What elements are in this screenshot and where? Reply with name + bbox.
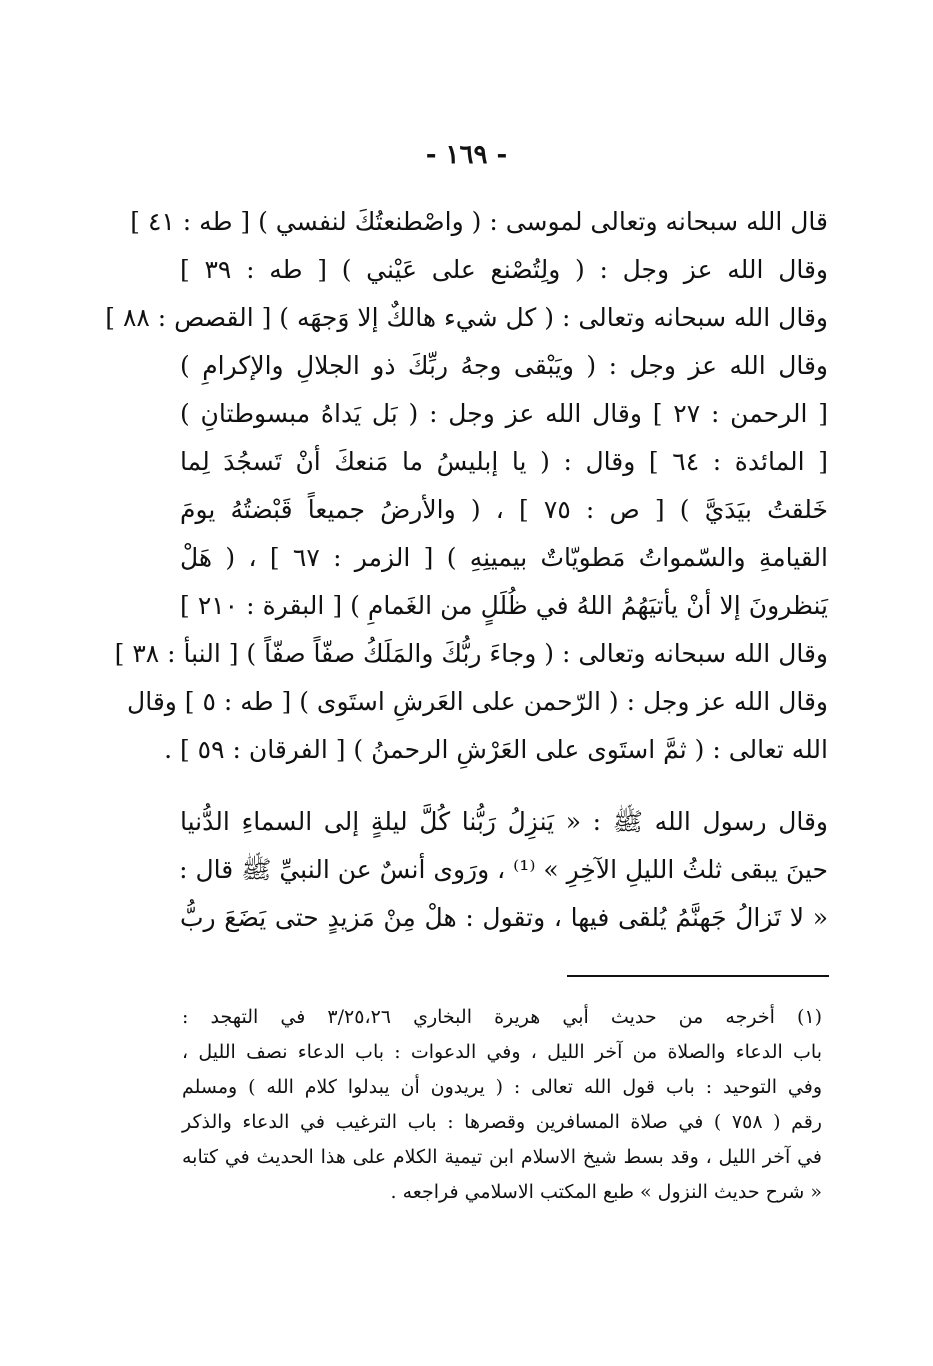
page-number: - ١٦٩ -: [425, 140, 508, 170]
text-line: الله تعالى : ( ثمَّ استَوى على العَرْشِ الرحمنُ ) [ الفرقان : ٥٩ ] .: [164, 735, 828, 764]
text-line: وقال الله عز وجل : ( ولِتُصْنع على عَيْني ) [ طه : ٣٩ ]: [180, 255, 828, 284]
text-line: وقال الله سبحانه وتعالى : ( كل شيء هالكٌ إلا وَجهَه ) [ القصص : ٨٨ ]: [105, 303, 828, 332]
text-line: [ المائدة : ٦٤ ] وقال : ( يا إبليسُ ما مَنعكَ أنْ تَسجُدَ لِما: [180, 447, 828, 476]
footnote-line: وفي التوحيد : باب قول الله تعالى : ( يريدون أن يبدلوا كلام الله ) ومسلم: [182, 1076, 822, 1098]
footnote: [182, 1000, 822, 1210]
text-line: [ الرحمن : ٢٧ ] وقال الله عز وجل : ( بَل يَداهُ مبسوطتانِ ): [180, 399, 829, 428]
footnote-line: باب الدعاء والصلاة من آخر الليل ، وفي الدعوات : باب الدعاء نصف الليل ،: [182, 1041, 822, 1063]
footnote-line: « شرح حديث النزول » طبع المكتب الاسلامي فراجعه .: [390, 1181, 822, 1203]
footnote-divider: [567, 975, 829, 977]
text-line: وقال الله عز وجل : ( الرّحمن على العَرشِ استَوى ) [ طه : ٥ ] وقال: [127, 687, 828, 716]
text-line: وقال الله عز وجل : ( ويَبْقى وجهُ ربِّكَ ذو الجلالِ والإكرامِ ): [180, 351, 828, 380]
main-text: [105, 198, 829, 942]
text-line: خَلقتُ بيَدَيَّ ) [ ص : ٧٥ ] ، ( والأرضُ جميعاً قَبْضتُهُ يومَ: [180, 495, 828, 524]
hadith-line: حينَ يبقى ثلثُ الليلِ الآخِرِ » ⁽¹⁾ ، ورَوى أنسٌ عن النبيِّ ﷺ قال :: [179, 855, 828, 884]
footnote-line: رقم ( ٧٥٨ ) في صلاة المسافرين وقصرها : باب الترغيب في الدعاء والذكر: [182, 1111, 822, 1133]
text-line: وقال الله سبحانه وتعالى : ( وجاءَ ربُّكَ والمَلَكُ صفّاً صفّاً ) [ النبأ : ٣٨ ]: [114, 639, 828, 668]
hadith-line: وقال رسول الله ﷺ : « يَنزِلُ رَبُّنا كُلَّ ليلةٍ إلى السماءِ الدُّنيا: [180, 807, 828, 836]
footnote-line: (١) أخرجه من حديث أبي هريرة البخاري ٣/٢٥،٢٦ في التهجد :: [182, 1006, 822, 1028]
text-line: يَنظرونَ إلا أنْ يأتيَهُمُ اللهُ في ظُلَلٍ من الغَمامِ ) [ البقرة : ٢١٠ ]: [180, 591, 828, 620]
footnote-line: في آخر الليل ، وقد بسط شيخ الاسلام ابن تيمية الكلام على هذا الحديث في كتابه: [182, 1146, 822, 1168]
text-line: القيامةِ والسّمواتُ مَطويّاتٌ بيمينِهِ ) [ الزمر : ٦٧ ] ، ( هَلْ: [180, 543, 829, 572]
hadith-line: « لا تَزالُ جَهنَّمُ يُلقى فيها ، وتقول : هلْ مِنْ مَزيدٍ حتى يَضَعَ ربُّ: [180, 903, 828, 932]
text-line: قال الله سبحانه وتعالى لموسى : ( واصْطنعتُكَ لنفسي ) [ طه : ٤١ ]: [130, 207, 828, 236]
